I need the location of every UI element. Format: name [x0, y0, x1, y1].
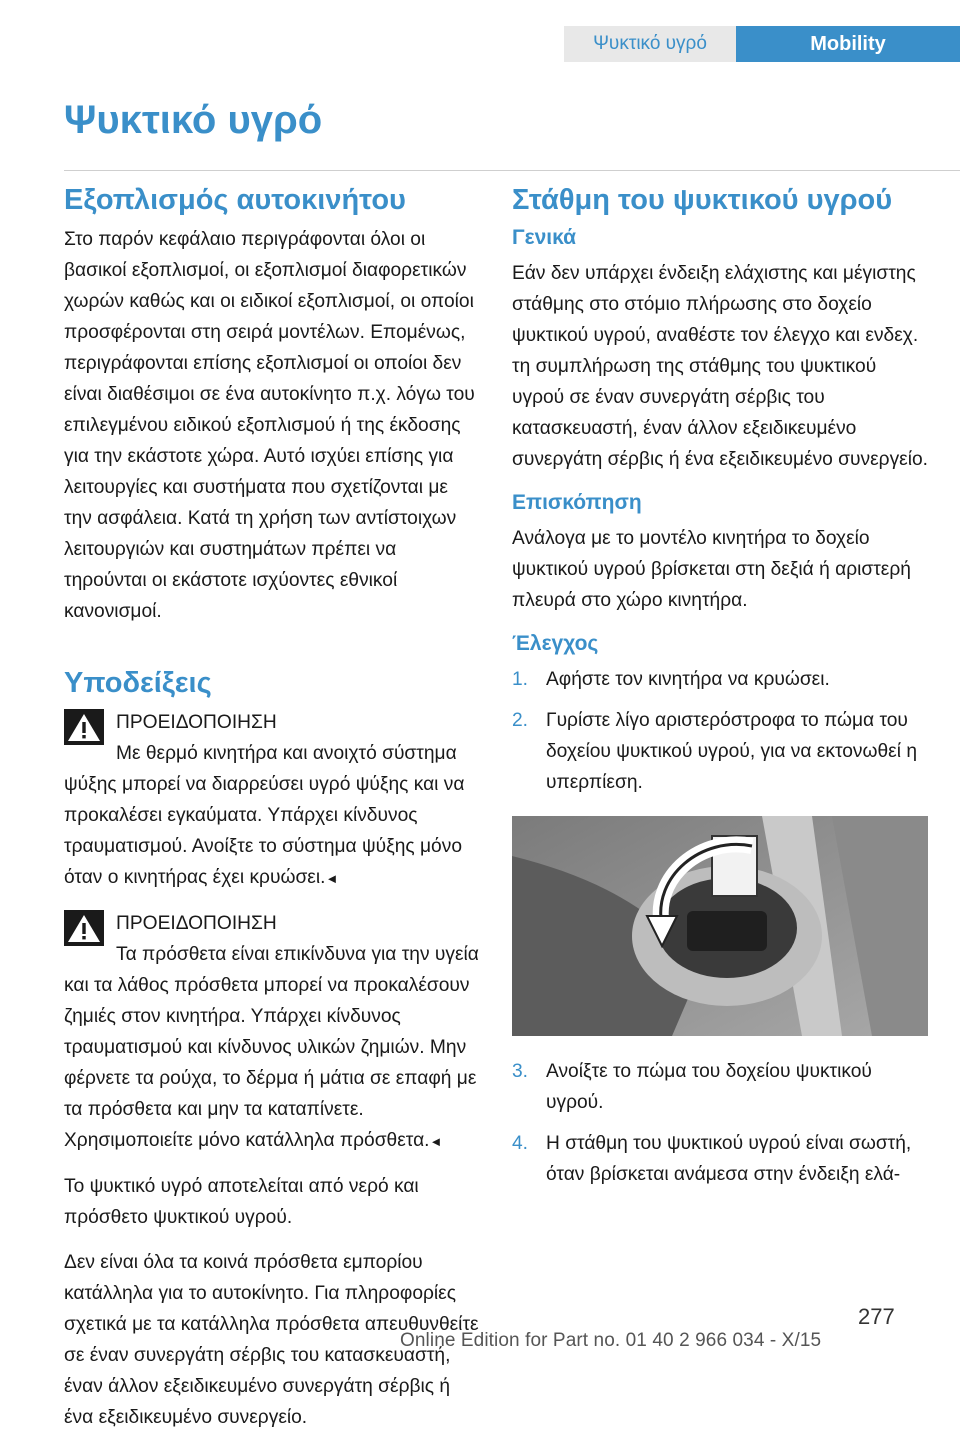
- step-text: Γυρίστε λίγο αριστερόστροφα το πώμα του δοχείου ψυκτικού υγρού, για να εκτονωθεί η υπερπίεση.: [546, 710, 917, 793]
- warning-triangle-icon: [64, 910, 104, 946]
- warning-text: Με θερμό κινητήρα και ανοιχτό σύστημα ψύξης μπορεί να διαρρεύσει υγρό ψύξης και να προκαλέσει εγκαύματα. Υπάρχει κίνδυνος τραυματισμού. Ανοίξτε το σύστημα ψύξης μόνο όταν ο κινητήρας έχει κρυώσει.: [64, 743, 465, 888]
- page-number: 277: [858, 1304, 895, 1329]
- warning-label: ΠΡΟΕΙΔΟΠΟΙΗΣΗ: [116, 712, 277, 733]
- chapter-tab: Mobility: [736, 26, 960, 62]
- end-mark: ◄: [429, 1134, 443, 1149]
- step-text: Ανοίξτε το πώμα του δοχείου ψυκτικού υγρού.: [546, 1061, 872, 1113]
- warning-box-additives: [64, 908, 480, 1157]
- general-paragraph: Εάν δεν υπάρχει ένδειξη ελάχιστης και μέγιστης στάθμης στο στόμιο πλήρωσης στο δοχείο ψυκτικού υγρού, αναθέστε τον έλεγχο και ενδεχ. τη συμπλήρωση της στάθμης του ψυκτικού υγρού σε έναν συνεργάτη σέρβις του κατασκευαστή, έναν άλλον εξειδικευμένο συνεργάτη σέρβις ή ένα εξειδικευμένο συνεργείο.: [512, 263, 928, 470]
- left-column: [64, 180, 480, 1447]
- overview-heading: Επισκόπηση: [512, 491, 642, 514]
- step-text: Αφήστε τον κινητήρα να κρυώσει.: [546, 669, 830, 690]
- coolant-cap-figure: [512, 816, 928, 1036]
- equipment-heading: Εξοπλισμός αυτοκινήτου: [64, 184, 406, 216]
- title-divider: [64, 170, 960, 171]
- warning-box-hot-engine: [64, 707, 480, 894]
- list-item: [512, 664, 928, 695]
- check-steps-list-continued: [512, 1056, 928, 1190]
- step-number: 3.: [512, 1061, 529, 1082]
- check-steps-list: [512, 664, 928, 798]
- step-number: 2.: [512, 710, 529, 731]
- warning-text: Τα πρόσθετα είναι επικίνδυνα για την υγεία και τα λάθος πρόσθετα μπορεί να προκαλέσουν ζημιές στον κινητήρα. Υπάρχει κίνδυνος τραυματισμού και κίνδυνος υλικών ζημιών. Μην φέρνετε τα ρούχα, το δέρμα ή μάτια σε επαφή με τα πρόσθετα και μην τα καταπίνετε. Χρησιμοποιείτε μόνο κατάλληλα πρόσθετα.: [64, 944, 479, 1151]
- right-column: [512, 180, 928, 1204]
- list-item: [512, 1056, 928, 1118]
- warning-triangle-icon: [64, 709, 104, 745]
- section-tab: Ψυκτικό υγρό: [564, 26, 736, 62]
- additives-paragraph: Δεν είναι όλα τα κοινά πρόσθετα εμπορίου κατάλληλα για το αυτοκίνητο. Για πληροφορίες σχετικά με τα κατάλληλα πρόσθετα απευθυνθείτε σε έναν συνεργάτη σέρβις του κατασκευαστή, έναν άλλον εξειδικευμένο συνεργάτη σέρβις ή ένα εξειδικευμένο συνεργείο.: [64, 1252, 479, 1428]
- page-title: Ψυκτικό υγρό: [64, 98, 323, 142]
- list-item: [512, 1128, 928, 1190]
- equipment-paragraph: Στο παρόν κεφάλαιο περιγράφονται όλοι οι βασικοί εξοπλισμοί, οι εξοπλισμοί διαφορετικών χωρών καθώς και οι ειδικοί εξοπλισμοί, οι οποίοι προσφέρονται στη σειρά μοντέλων. Επομένως, περιγράφονται επίσης εξοπλισμοί οι οποίοι δεν είναι διαθέσιμοι σε ένα αυτοκίνητο π.χ. λόγω του επιλεγμένου ειδικού εξοπλισμού ή της έκδοσης για την εκάστοτε χώρα. Αυτό ισχύει επίσης για λειτουργίες και συστήματα που σχετίζονται με την ασφάλεια. Κατά τη χρήση των αντίστοιχων λειτουργιών και συστημάτων πρέπει να τηρούνται οι εκάστοτε ισχύοντες εθνικοί κανονισμοί.: [64, 229, 475, 622]
- check-heading: Έλεγχος: [512, 632, 599, 655]
- hints-heading: Υποδείξεις: [64, 667, 212, 699]
- warning-label: ΠΡΟΕΙΔΟΠΟΙΗΣΗ: [116, 913, 277, 934]
- end-mark: ◄: [325, 871, 339, 886]
- list-item: [512, 705, 928, 798]
- header-bar: [564, 26, 960, 62]
- coolant-level-heading: Στάθμη του ψυκτικού υγρού: [512, 184, 893, 216]
- step-number: 1.: [512, 669, 529, 690]
- coolant-composition-paragraph: Το ψυκτικό υγρό αποτελείται από νερό και πρόσθετο ψυκτικού υγρού.: [64, 1176, 419, 1228]
- step-text: Η στάθμη του ψυκτικού υγρού είναι σωστή, όταν βρίσκεται ανάμεσα στην ένδειξη ελά-: [546, 1133, 912, 1185]
- overview-paragraph: Ανάλογα με το μοντέλο κινητήρα το δοχείο ψυκτικού υγρού βρίσκεται στη δεξιά ή αριστερή πλευρά στο χώρο κινητήρα.: [512, 528, 911, 611]
- edition-footer: Online Edition for Part no. 01 40 2 966 034 - X/15: [400, 1330, 822, 1351]
- step-number: 4.: [512, 1133, 529, 1154]
- general-heading: Γενικά: [512, 226, 577, 249]
